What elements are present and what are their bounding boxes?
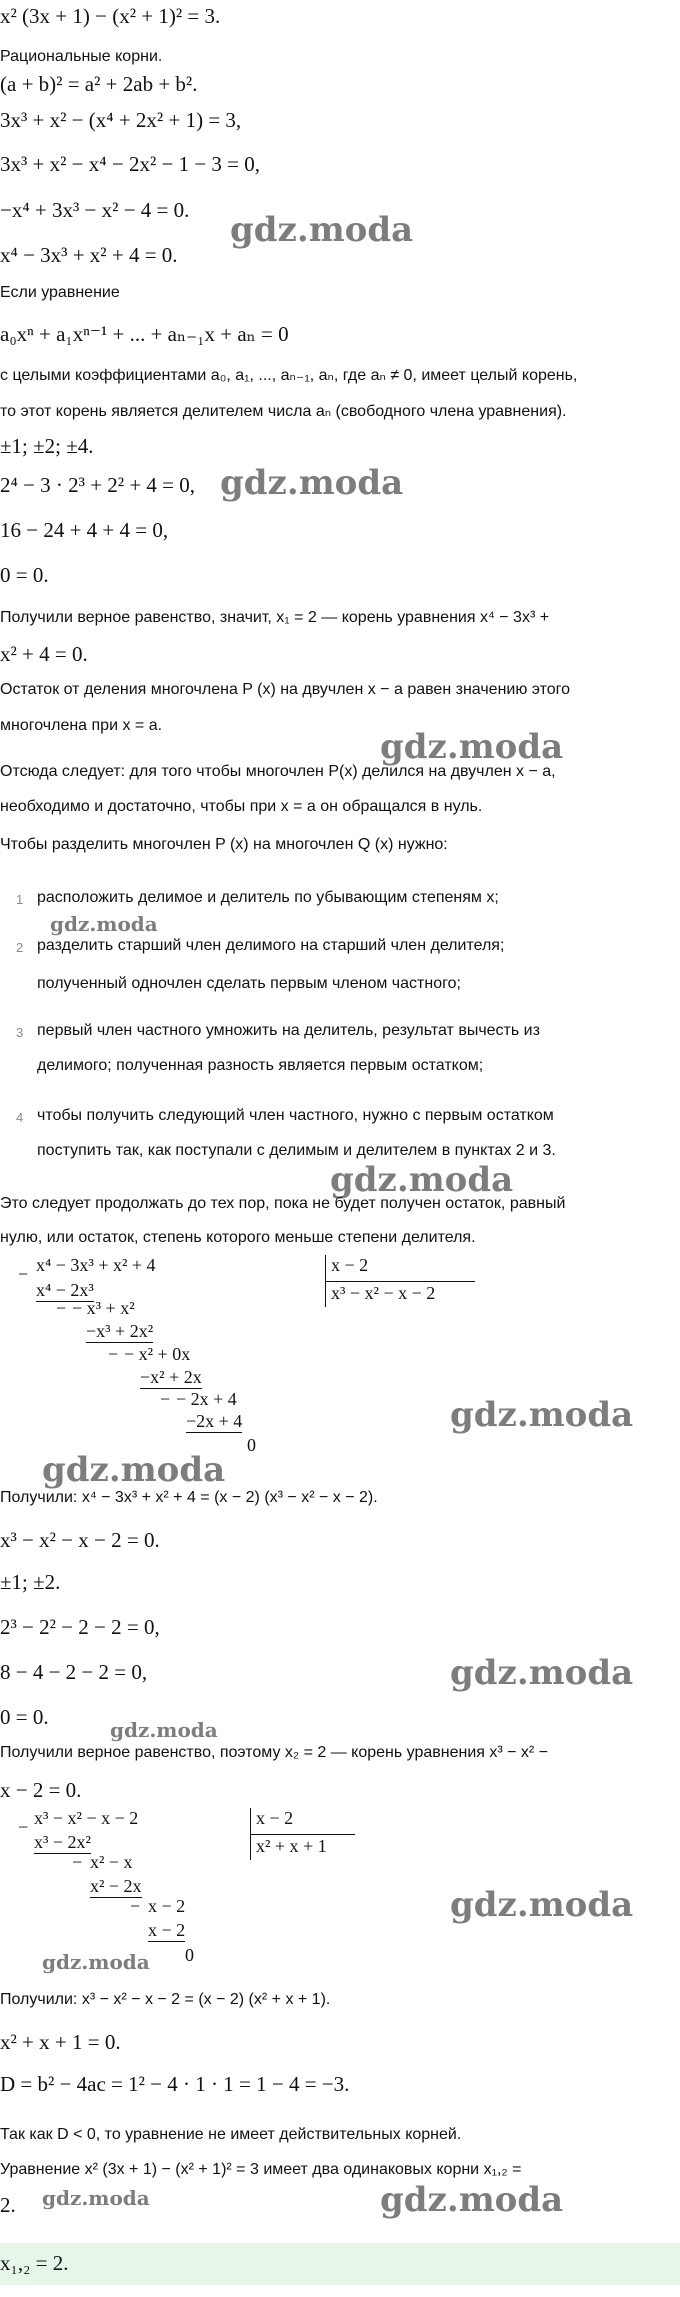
- division-2-minus-sign: −: [72, 1852, 83, 1872]
- watermark: gdz.moda: [450, 1653, 634, 1693]
- division-1-remainder-1: − x³ + x²: [72, 1298, 135, 1318]
- check-root-2: 16 − 24 + 4 + 4 = 0,: [0, 518, 169, 542]
- division-1-product-4: −2x + 4: [186, 1411, 243, 1431]
- answer-box: [0, 2243, 680, 2285]
- watermark: gdz.moda: [330, 1160, 514, 1200]
- division-2-remainder-2: x − 2: [148, 1896, 186, 1916]
- text-remainder-theorem: Остаток от деления многочлена P (x) на двучлен x − a равен значению этого: [0, 681, 571, 698]
- division-2-dividend: x³ − x² − x − 2: [34, 1808, 139, 1828]
- division-2-remainder-1: x² − x: [90, 1852, 133, 1872]
- watermark: gdz.moda: [380, 2180, 564, 2220]
- step-2-line-1: разделить старший член делимого на старший член делителя;: [37, 937, 505, 954]
- watermark: gdz.moda: [220, 463, 404, 503]
- step-4-line-2: поступить так, как поступали с делимым и делителем в пунктах 2 и 3.: [37, 1142, 556, 1159]
- check-cubic-2: 8 − 4 − 2 − 2 = 0,: [0, 1660, 148, 1684]
- division-1-product-2: −x³ + 2x²: [86, 1321, 154, 1341]
- step-3-line-2: делимого; полученная разность является первым остатком;: [37, 1057, 484, 1074]
- text-continue-until-2: нулю, или остаток, степень которого меньше степени делителя.: [0, 1229, 476, 1246]
- text-integer-coefficients: с целыми коэффициентами a₀, a₁, ..., aₙ₋₁, aₙ, где aₙ ≠ 0, имеет целый корень,: [0, 367, 578, 384]
- step-number-1: 1: [16, 892, 24, 907]
- check-cubic-1: 2³ − 2² − 2 − 2 = 0,: [0, 1615, 160, 1639]
- text-conclusion: Уравнение x² (3x + 1) − (x² + 1)² = 3 имеет два одинаковых корни x₁,₂ =: [0, 2161, 522, 2178]
- division-1-minus-sign: −: [160, 1389, 171, 1409]
- text-divisor-of-free-term: то этот корень является делителем числа aₙ (свободного члена уравнения).: [0, 403, 567, 420]
- watermark: gdz.moda: [42, 2186, 150, 2210]
- text-factorization-1: Получили: x⁴ − 3x³ + x² + 4 = (x − 2) (x³ − x² − x − 2).: [0, 1489, 378, 1506]
- division-1-remainder-final: 0: [247, 1435, 256, 1455]
- candidate-roots-2: ±1; ±2.: [0, 1570, 61, 1594]
- candidate-roots-1: ±1; ±2; ±4.: [0, 434, 94, 458]
- text-factorization-2: Получили: x³ − x² − x − 2 = (x − 2) (x² + x + 1).: [0, 1991, 331, 2008]
- equation-cubic: x³ − x² − x − 2 = 0.: [0, 1528, 160, 1552]
- division-1-divisor: x − 2: [331, 1255, 369, 1275]
- division-2-minus-sign: −: [130, 1896, 141, 1916]
- division-1-minus-sign: −: [56, 1298, 67, 1318]
- division-1-product-1: x⁴ − 2x³: [36, 1280, 94, 1300]
- division-1-remainder-3: − 2x + 4: [176, 1389, 237, 1409]
- equation-general-polynomial: a₀xⁿ + a₁xⁿ⁻¹ + ... + aₙ₋₁x + aₙ = 0: [0, 322, 289, 346]
- text-root-x2: Получили верное равенство, поэтому x₂ = 2 — корень уравнения x³ − x² −: [0, 1744, 549, 1761]
- text-remainder-theorem-2: многочлена при x = a.: [0, 717, 163, 734]
- equation-step-4: x⁴ − 3x³ + x² + 4 = 0.: [0, 243, 178, 267]
- division-1-bar: [325, 1281, 475, 1282]
- text-conclusion-cont: 2.: [0, 2193, 16, 2217]
- check-root-3: 0 = 0.: [0, 563, 49, 587]
- watermark: gdz.moda: [450, 1885, 634, 1925]
- step-number-4: 4: [16, 1110, 24, 1125]
- step-number-2: 2: [16, 940, 24, 955]
- heading-rational-roots: Рациональные корни.: [0, 48, 163, 65]
- watermark: gdz.moda: [230, 210, 414, 250]
- text-continue-until: Это следует продолжать до тех пор, пока не будет получен остаток, равный: [0, 1195, 566, 1212]
- text-root-x1: Получили верное равенство, значит, x₁ = 2 — корень уравнения x⁴ − 3x³ +: [0, 609, 550, 626]
- equation-step-3: −x⁴ + 3x³ − x² − 4 = 0.: [0, 198, 190, 222]
- division-1-dividend: x⁴ − 3x³ + x² + 4: [36, 1255, 156, 1275]
- watermark: gdz.moda: [110, 1718, 218, 1742]
- step-3-line-1: первый член частного умножить на делитель, результат вычесть из: [37, 1022, 540, 1039]
- check-root-1: 2⁴ − 3 · 2³ + 2² + 4 = 0,: [0, 473, 196, 497]
- step-1-line-1: расположить делимое и делитель по убывающим степеням x;: [37, 889, 499, 906]
- watermark: gdz.moda: [42, 1950, 150, 1974]
- text-consequence: Отсюда следует: для того чтобы многочлен P(x) делился на двучлен x − a,: [0, 763, 556, 780]
- division-1-quotient: x³ − x² − x − 2: [331, 1283, 436, 1303]
- answer-text: x₁,₂ = 2.: [0, 2251, 69, 2275]
- watermark: gdz.moda: [50, 912, 158, 936]
- division-2-minus-sign: −: [18, 1817, 29, 1837]
- step-number-3: 3: [16, 1025, 24, 1040]
- equation-original: x² (3x + 1) − (x² + 1)² = 3.: [0, 4, 221, 28]
- equation-discriminant: D = b² − 4ac = 1² − 4 · 1 · 1 = 1 − 4 = −3.: [0, 2072, 350, 2096]
- equation-root-x2-cont: x − 2 = 0.: [0, 1778, 82, 1802]
- division-2-product-1: x³ − 2x²: [34, 1832, 91, 1852]
- watermark: gdz.moda: [380, 727, 564, 767]
- equation-quadratic: x² + x + 1 = 0.: [0, 2030, 121, 2054]
- check-cubic-3: 0 = 0.: [0, 1705, 49, 1729]
- watermark: gdz.moda: [42, 1450, 226, 1490]
- division-1-product-3: −x² + 2x: [140, 1367, 202, 1387]
- formula-square-of-sum: (a + b)² = a² + 2ab + b².: [0, 72, 198, 96]
- text-consequence-2: необходимо и достаточно, чтобы при x = a он обращался в нуль.: [0, 798, 483, 815]
- division-2-quotient: x² + x + 1: [256, 1836, 327, 1856]
- text-how-to-divide: Чтобы разделить многочлен P (x) на многочлен Q (x) нужно:: [0, 836, 448, 853]
- division-2-product-3: x − 2: [148, 1920, 186, 1940]
- division-1-remainder-2: − x² + 0x: [124, 1344, 191, 1364]
- step-4-line-1: чтобы получить следующий член частного, нужно с первым остатком: [37, 1107, 554, 1124]
- division-2-divisor: x − 2: [256, 1808, 294, 1828]
- division-2-product-2: x² − 2x: [90, 1876, 142, 1896]
- watermark: gdz.moda: [450, 1395, 634, 1435]
- equation-step-2: 3x³ + x² − x⁴ − 2x² − 1 − 3 = 0,: [0, 152, 261, 176]
- division-1-minus-sign: −: [18, 1264, 29, 1284]
- step-2-line-2: полученный одночлен сделать первым членом частного;: [37, 975, 461, 992]
- equation-root-x1-cont: x² + 4 = 0.: [0, 642, 88, 666]
- text-if-equation: Если уравнение: [0, 284, 120, 301]
- division-2-bar: [250, 1834, 355, 1835]
- text-no-real-roots: Так как D < 0, то уравнение не имеет действительных корней.: [0, 2126, 462, 2143]
- division-2-remainder-final: 0: [185, 1945, 194, 1965]
- division-1-minus-sign: −: [108, 1344, 119, 1364]
- equation-step-1: 3x³ + x² − (x⁴ + 2x² + 1) = 3,: [0, 108, 242, 132]
